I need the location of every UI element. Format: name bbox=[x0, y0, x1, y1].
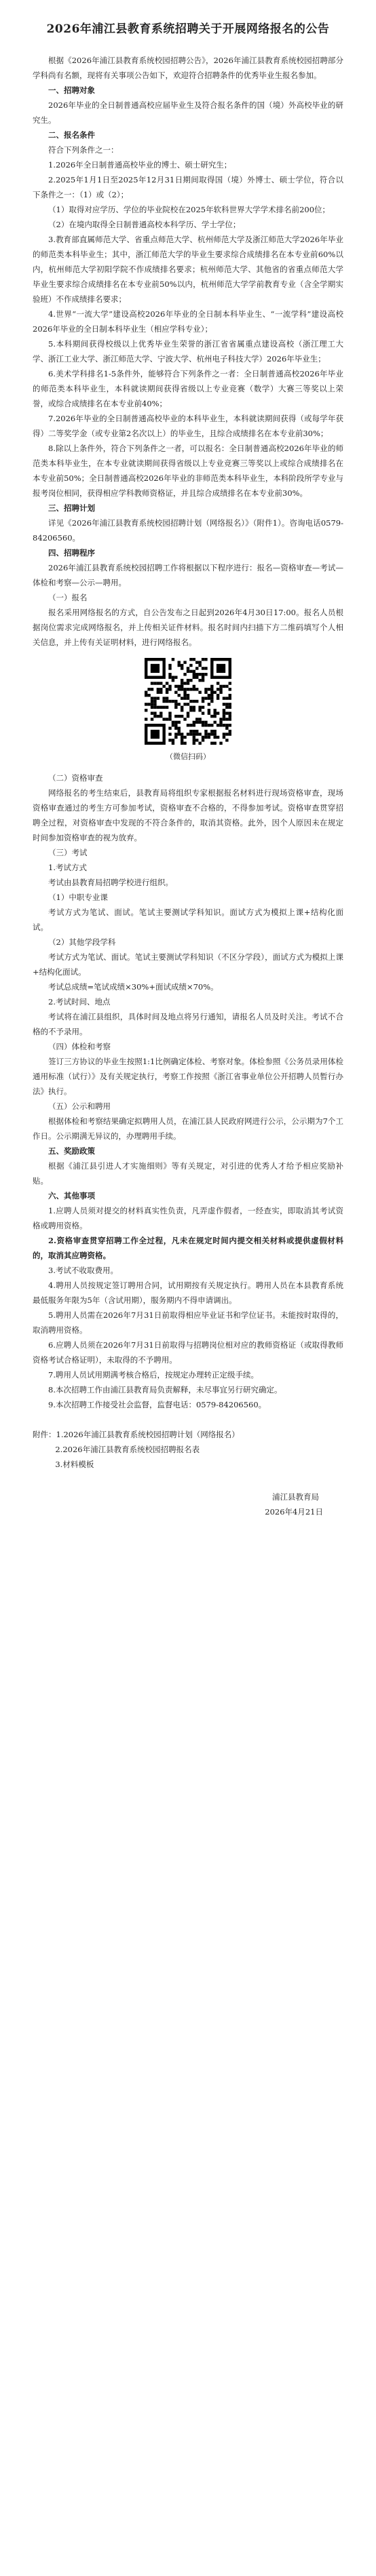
paragraph: （一）报名 bbox=[48, 593, 88, 602]
paragraph: 2.2025年1月1日至2025年12月31日期间取得国（境）外博士、硕士学位，符合以下条件之一：（1）或（2）； bbox=[33, 175, 343, 199]
paragraph: 4.世界“一流大学”建设高校2026年毕业的全日制本科毕业生、“一流学科”建设高校2026年毕业的全日制本科毕业生（相应学科专业）； bbox=[33, 309, 343, 334]
body-section-a bbox=[33, 53, 343, 650]
attachment-item-3[interactable]: 3.材料模板 bbox=[55, 1460, 94, 1469]
document-title: 2026年浦江县教育系统招聘关于开展网络报名的公告 bbox=[46, 22, 330, 36]
paragraph: 2.资格审查贯穿招聘工作全过程，凡未在规定时间内提交相关材料或提供虚假材料的，取消其应聘资格。 bbox=[33, 1236, 343, 1260]
paragraph: 网络报名的考生结束后，县教育局将组织专家根据报名材料进行现场资格审查，现场资格审查通过的考生方可参加考试，资格审查不合格的，不得参加考试。资格审查贯穿招聘全过程，对资格审查中发现的不符合条件的，取消其资格。此外，因个人原因未在规定时间参加资格审查的视为放弃。 bbox=[33, 788, 343, 842]
qr-caption: （微信扫码） bbox=[166, 752, 210, 761]
section-heading: 五、奖励政策 bbox=[48, 1146, 95, 1156]
paragraph: 详见《2026年浦江县教育系统校园招聘计划（网络报名）》（附件1）。咨询电话0579-84206560。 bbox=[33, 518, 343, 543]
paragraph: 考试总成绩=笔试成绩×30%+面试成绩×70%。 bbox=[48, 982, 219, 992]
qr-code-block bbox=[33, 658, 343, 764]
paragraph: 考试将在浦江县组织，具体时间及地点将另行通知，请报名人员及时关注。考试不合格的不予录用。 bbox=[33, 1012, 343, 1036]
paragraph: 报名采用网络报名的方式，自公告发布之日起到2026年4月30日17:00。报名人员根据岗位需求完成网络报名，并上传相关证件材料。报名时间内扫描下方二维码填写个人相关信息，并上传有关证明材料，进行网络报名。 bbox=[33, 608, 343, 647]
paragraph: 4.聘用人员按规定签订聘用合同，试用期按有关规定执行。聘用人员在本县教育系统最低服务年限为5年（含试用期），服务期内不得申请调出。 bbox=[33, 1281, 343, 1305]
attachment-item-1[interactable]: 1.2026年浦江县教育系统校园招聘计划（网络报名） bbox=[56, 1430, 240, 1439]
paragraph: 1.考试方式 bbox=[48, 863, 87, 872]
paragraph: 根据《2026年浦江县教育系统校园招聘公告》，2026年浦江县教育系统校园招聘部分学科尚有名额，现将有关事项公告如下，欢迎符合招聘条件的优秀毕业生报名参加。 bbox=[33, 56, 343, 80]
paragraph: 考试由县教育局招聘学校进行组织。 bbox=[48, 878, 173, 887]
paragraph: 3.教育部直属师范大学、省重点师范大学、杭州师范大学及浙江师范大学2026年毕业的师范类本科毕业生；其中，浙江师范大学的毕业生要求综合成绩排名在本专业前60%以内，杭州师范大学初阳学院不作成绩排名要求；杭州师范大学、其他省的省重点师范大学毕业生要求综合成绩排名在本专业前50%以内，杭州师范大学学前教育专业（含全学期实验班）不作成绩排名要求； bbox=[33, 235, 343, 304]
paragraph: 3.考试不收取费用。 bbox=[48, 1266, 118, 1275]
paragraph: 5.聘用人员需在2026年7月31日前取得相应毕业证书和学位证书。未能按时取得的，取消聘用资格。 bbox=[33, 1310, 343, 1335]
attachments-block bbox=[33, 1427, 343, 1442]
paragraph: 考试方式为笔试、面试。笔试主要测试学科知识（不区分学段），面试方式为模拟上课+结构化面试。 bbox=[33, 952, 343, 977]
paragraph: 1.2026年全日制普通高校毕业的博士、硕士研究生； bbox=[48, 160, 232, 170]
paragraph: 根据《浦江县引进人才实施细则》等有关规定，对引进的优秀人才给予相应奖励补贴。 bbox=[33, 1161, 343, 1186]
paragraph: 2.考试时间、地点 bbox=[48, 997, 111, 1007]
paragraph: （三）考试 bbox=[48, 848, 88, 857]
section-heading: 一、招聘对象 bbox=[48, 85, 95, 95]
paragraph: （1）取得对应学历、学位的毕业院校在2025年软科世界大学学术排名前200位； bbox=[48, 205, 331, 214]
attachments-label: 附件： bbox=[33, 1430, 56, 1439]
paragraph: （2）在境内取得全日制普通高校本科学历、学士学位； bbox=[48, 220, 241, 229]
paragraph: 9.本次招聘工作接受社会监督，监督电话：0579-84206560。 bbox=[48, 1400, 267, 1409]
paragraph: （四）体检和考察 bbox=[48, 1042, 111, 1051]
paragraph: 1.应聘人员须对提交的材料真实性负责，凡弄虚作假者，一经查实，即取消其考试资格或聘用资格。 bbox=[33, 1206, 343, 1230]
signature-org: 浦江县教育局 bbox=[272, 1492, 319, 1502]
qr-code-image bbox=[145, 658, 231, 745]
paragraph: 7.2026年毕业的全日制普通高校毕业的本科毕业生，本科就读期间获得（或每学年获得）二等奖学金（或专业第2名次以上）的毕业生，且综合成绩排名在本专业前30%； bbox=[33, 414, 343, 438]
paragraph: （二）资格审查 bbox=[48, 773, 103, 783]
paragraph: 符合下列条件之一： bbox=[48, 145, 119, 155]
paragraph: 2026年浦江县教育系统校园招聘工作将根据以下程序进行：报名—资格审查—考试—体检和考察—公示—聘用。 bbox=[33, 563, 343, 587]
paragraph: （1）中职专业课 bbox=[48, 893, 108, 902]
paragraph: 5.本科期间获得校级以上优秀毕业生荣誉的浙江省省属重点建设高校（浙江理工大学、浙江工业大学、浙江师范大学、宁波大学、杭州电子科技大学）2026年毕业生； bbox=[33, 339, 343, 364]
paragraph: 根据体检和考察结果确定拟聘用人员，在浦江县人民政府网进行公示，公示期为7个工作日。公示期满无异议的，办理聘用手续。 bbox=[33, 1116, 343, 1141]
paragraph: 8.除以上条件外，符合下列条件之一者，可以报名：全日制普通高校2026年毕业的师范类本科毕业生，在本专业就读期间获得省级以上专业竞赛三等奖以上或综合成绩排名在本专业前50%；全日制普通高校2026年毕业的非师范类本科毕业生，本科阶段所学专业与报考岗位相同，获得相应学科教师资格证，并且综合成绩排名在本专业前30%。 bbox=[33, 444, 343, 498]
paragraph: 6.应聘人员须在2026年7月31日前取得与招聘岗位相对应的教师资格证（或取得教师资格考试合格证明），未取得的不予聘用。 bbox=[33, 1340, 343, 1365]
attachment-item-2[interactable]: 2.2026年浦江县教育系统校园招聘报名表 bbox=[55, 1445, 200, 1454]
paragraph: （2）其他学段学科 bbox=[48, 937, 116, 947]
qr-code[interactable] bbox=[145, 658, 231, 745]
signature-date: 2026年4月21日 bbox=[265, 1507, 323, 1517]
section-heading: 六、其他事项 bbox=[48, 1191, 95, 1201]
paragraph: 考试方式为笔试、面试。笔试主要测试学科知识。面试方式为模拟上课+结构化面试。 bbox=[33, 908, 343, 932]
paragraph: 签订三方协议的毕业生按照1:1比例确定体检、考察对象。体检参照《公务员录用体检通用标准（试行）》及有关规定执行，考察工作按照《浙江省事业单位公开招聘人员暂行办法》执行。 bbox=[33, 1057, 343, 1096]
paragraph: （五）公示和聘用 bbox=[48, 1101, 111, 1111]
section-heading: 三、招聘计划 bbox=[48, 503, 95, 513]
paragraph: 8.本次招聘工作由浦江县教育局负责解释，未尽事宜另行研究确定。 bbox=[48, 1385, 282, 1394]
paragraph: 7.聘用人员试用期满考核合格后，按规定办理转正定级手续。 bbox=[48, 1370, 259, 1380]
body-section-b bbox=[33, 770, 343, 1412]
paragraph: 2026年毕业的全日制普通高校应届毕业生及符合报名条件的国（境）外高校毕业的研究生。 bbox=[33, 100, 343, 125]
section-heading: 二、报名条件 bbox=[48, 130, 95, 140]
section-heading: 四、招聘程序 bbox=[48, 548, 95, 558]
paragraph: 6.美术学科排名1-5条件外，能够符合下列条件之一者：全日制普通高校2026年毕业的师范类本科毕业生，本科就读期间获得省级以上专业竞赛（数学）大赛三等奖以上荣誉，或综合成绩排名在本专业前40%； bbox=[33, 369, 343, 408]
